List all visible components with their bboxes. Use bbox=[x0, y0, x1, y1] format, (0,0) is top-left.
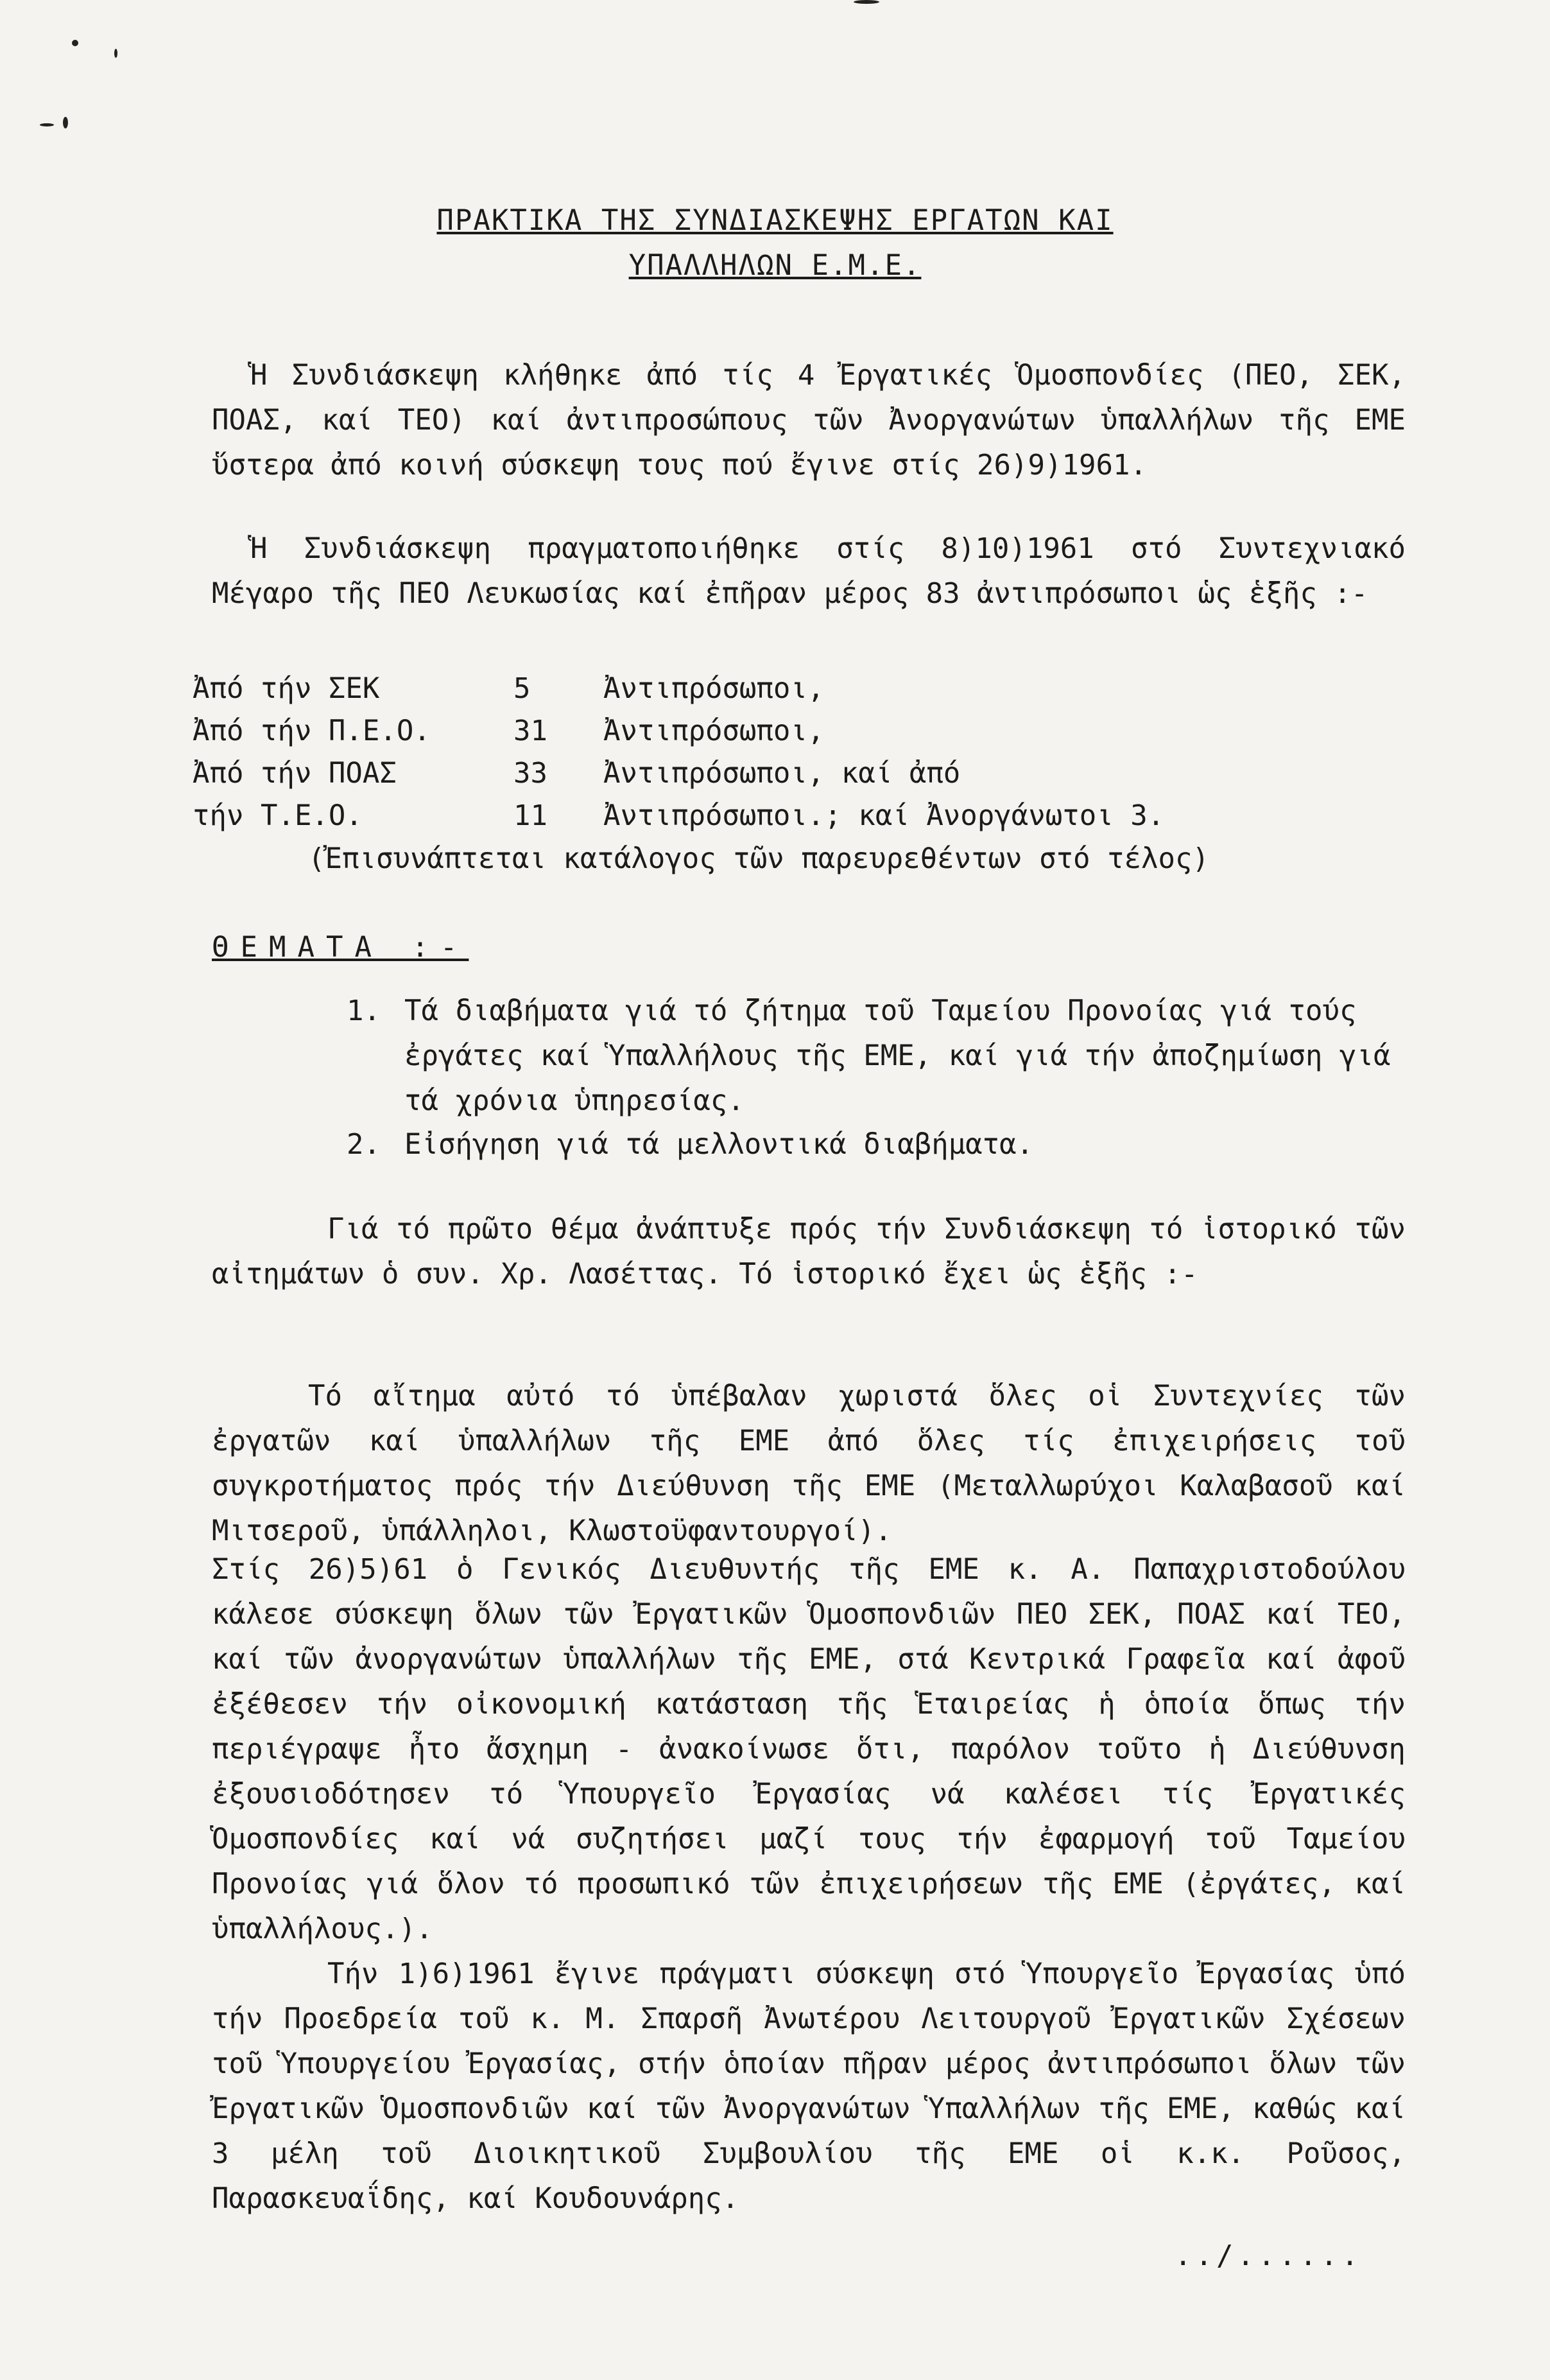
attachment-note: (Ἐπισυνάπτεται κατάλογος τῶν παρευρεθέντων στό τέλος) bbox=[308, 842, 1209, 875]
delegate-count: 5 bbox=[513, 672, 531, 705]
venue-paragraph: Ἡ Συνδιάσκεψη πραγματοποιήθηκε στίς 8)10)1961 στό Συντεχνιακό Μέγαρο τῆς ΠΕΟ Λευκωσίας καί ἐπῆραν μέρος 83 ἀντιπρόσωποι ὡς ἑξῆς :- bbox=[212, 532, 1406, 610]
topic-item bbox=[347, 1122, 1406, 1167]
page-continuation-mark: ../...... bbox=[1175, 2239, 1363, 2272]
delegate-org: Ἀπό τήν ΣΕΚ bbox=[193, 672, 380, 705]
topic-number: 1. bbox=[347, 995, 381, 1027]
delegates-table bbox=[193, 668, 1164, 837]
topic-item bbox=[347, 989, 1406, 1124]
scan-speck bbox=[40, 123, 54, 126]
topic-text: Τά διαβήματα γιά τό ζήτημα τοῦ Ταμείου Προνοίας γιά τούς ἐργάτες καί Ὑπαλλήλους τῆς ΕΜΕ, καί γιά τήν ἀποζημίωση γιά τά χρόνια ὑπηρεσίας. bbox=[404, 995, 1391, 1117]
delegate-count: 33 bbox=[513, 757, 547, 790]
scan-speck bbox=[854, 0, 879, 4]
document-title-line2: ΥΠΑΛΛΗΛΩΝ Ε.Μ.Ε. bbox=[628, 249, 922, 282]
delegate-desc: Ἀντιπρόσωποι, bbox=[603, 715, 825, 747]
delegate-desc: Ἀντιπρόσωποι.; καί Ἀνοργάνωτοι 3. bbox=[603, 799, 1165, 832]
topic-number: 2. bbox=[347, 1128, 381, 1161]
topic-text: Εἰσήγηση γιά τά μελλοντικά διαβήματα. bbox=[404, 1128, 1034, 1161]
meeting-paragraph: Στίς 26)5)61 ὁ Γενικός Διευθυντής τῆς ΕΜΕ κ. Α. Παπαχριστοδούλου κάλεσε σύσκεψη ὅλων τῶν Ἐργατικῶν Ὁμοσπονδιῶν ΠΕΟ ΣΕΚ, ΠΟΑΣ καί ΤΕΟ, καί τῶν ἀνοργανώτων ὑπαλλήλων τῆς ΕΜΕ, στά Κεντρικά Γραφεῖα καί ἀφοῦ ἐξέθεσεν τήν οἰκονομική κατάσταση τῆς Ἑταιρείας ἡ ὁποία ὅπως τήν περιέγραψε ἦτο ἄσχημη - ἀνακοίνωσε ὅτι, παρόλον τοῦτο ἡ Διεύθυνση ἐξουσιοδότησεν τό Ὑπουργεῖο Ἐργασίας νά καλέσει τίς Ἐργατικές Ὁμοσπονδίες καί νά συζητήσει μαζί τους τήν ἐφαρμογή τοῦ Ταμείου Προνοίας γιά ὅλον τό προσωπικό τῶν ἐπιχειρήσεων τῆς ΕΜΕ (ἐργάτες, καί ὑπαλλήλους.). bbox=[212, 1553, 1406, 1945]
history-intro-paragraph: Γιά τό πρῶτο θέμα ἀνάπτυξε πρός τήν Συνδιάσκεψη τό ἱστορικό τῶν αἰτημάτων ὁ συν. Χρ. Λασέττας. Τό ἱστορικό ἔχει ὡς ἑξῆς :- bbox=[212, 1213, 1406, 1290]
document-title-line1: ΠΡΑΚΤΙΚΑ ΤΗΣ ΣΥΝΔΙΑΣΚΕΨΗΣ ΕΡΓΑΤΩΝ ΚΑΙ bbox=[436, 204, 1114, 237]
demand-paragraph: Τό αἴτημα αὐτό τό ὑπέβαλαν χωριστά ὅλες οἱ Συντεχνίες τῶν ἐργατῶν καί ὑπαλλήλων τῆς ΕΜΕ ἀπό ὅλες τίς ἐπιχειρήσεις τοῦ συγκροτήματος πρός τήν Διεύθυνση τῆς ΕΜΕ (Μεταλλωρύχοι Καλαβασοῦ καί Μιτσεροῦ, ὑπάλληλοι, Κλωστοϋφαντουργοί). bbox=[212, 1380, 1406, 1547]
delegate-row bbox=[193, 795, 1164, 837]
intro-paragraph: Ἡ Συνδιάσκεψη κλήθηκε ἀπό τίς 4 Ἐργατικές Ὁμοσπονδίες (ΠΕΟ, ΣΕΚ, ΠΟΑΣ, καί ΤΕΟ) καί ἀντιπροσώπους τῶν Ἀνοργανώτων ὑπαλλήλων τῆς ΕΜΕ ὕστερα ἀπό κοινή σύσκεψη τους πού ἔγινε στίς 26)9)1961. bbox=[212, 359, 1406, 482]
delegate-count: 31 bbox=[513, 715, 547, 747]
scan-speck bbox=[63, 117, 68, 128]
scan-speck bbox=[72, 40, 78, 46]
delegate-desc: Ἀντιπρόσωποι, καί ἀπό bbox=[603, 757, 961, 790]
ministry-paragraph: Τήν 1)6)1961 ἔγινε πράγματι σύσκεψη στό Ὑπουργεῖο Ἐργασίας ὑπό τήν Προεδρεία τοῦ κ. Μ. Σπαρσῆ Ἀνωτέρου Λειτουργοῦ Ἐργατικῶν Σχέσεων τοῦ Ὑπουργείου Ἐργασίας, στήν ὁποίαν πῆραν μέρος ἀντιπρόσωποι ὅλων τῶν Ἐργατικῶν Ὁμοσπονδιῶν καί τῶν Ἀνοργανώτων Ὑπαλλήλων τῆς ΕΜΕ, καθώς καί 3 μέλη τοῦ Διοικητικοῦ Συμβουλίου τῆς ΕΜΕ οἱ κ.κ. Ροῦσος, Παρασκευαΐδης, καί Κουδουνάρης. bbox=[212, 1958, 1406, 2215]
delegate-org: τήν Τ.Ε.Ο. bbox=[193, 799, 363, 832]
topics-heading: ΘΕΜΑΤΑ :- bbox=[212, 931, 469, 964]
delegate-org: Ἀπό τήν Π.Ε.Ο. bbox=[193, 715, 431, 747]
scan-speck bbox=[114, 49, 117, 58]
delegate-row bbox=[193, 752, 1164, 795]
delegate-row bbox=[193, 668, 1164, 710]
delegate-row bbox=[193, 710, 1164, 752]
delegate-desc: Ἀντιπρόσωποι, bbox=[603, 672, 825, 705]
delegate-count: 11 bbox=[513, 799, 547, 832]
delegate-org: Ἀπό τήν ΠΟΑΣ bbox=[193, 757, 397, 790]
